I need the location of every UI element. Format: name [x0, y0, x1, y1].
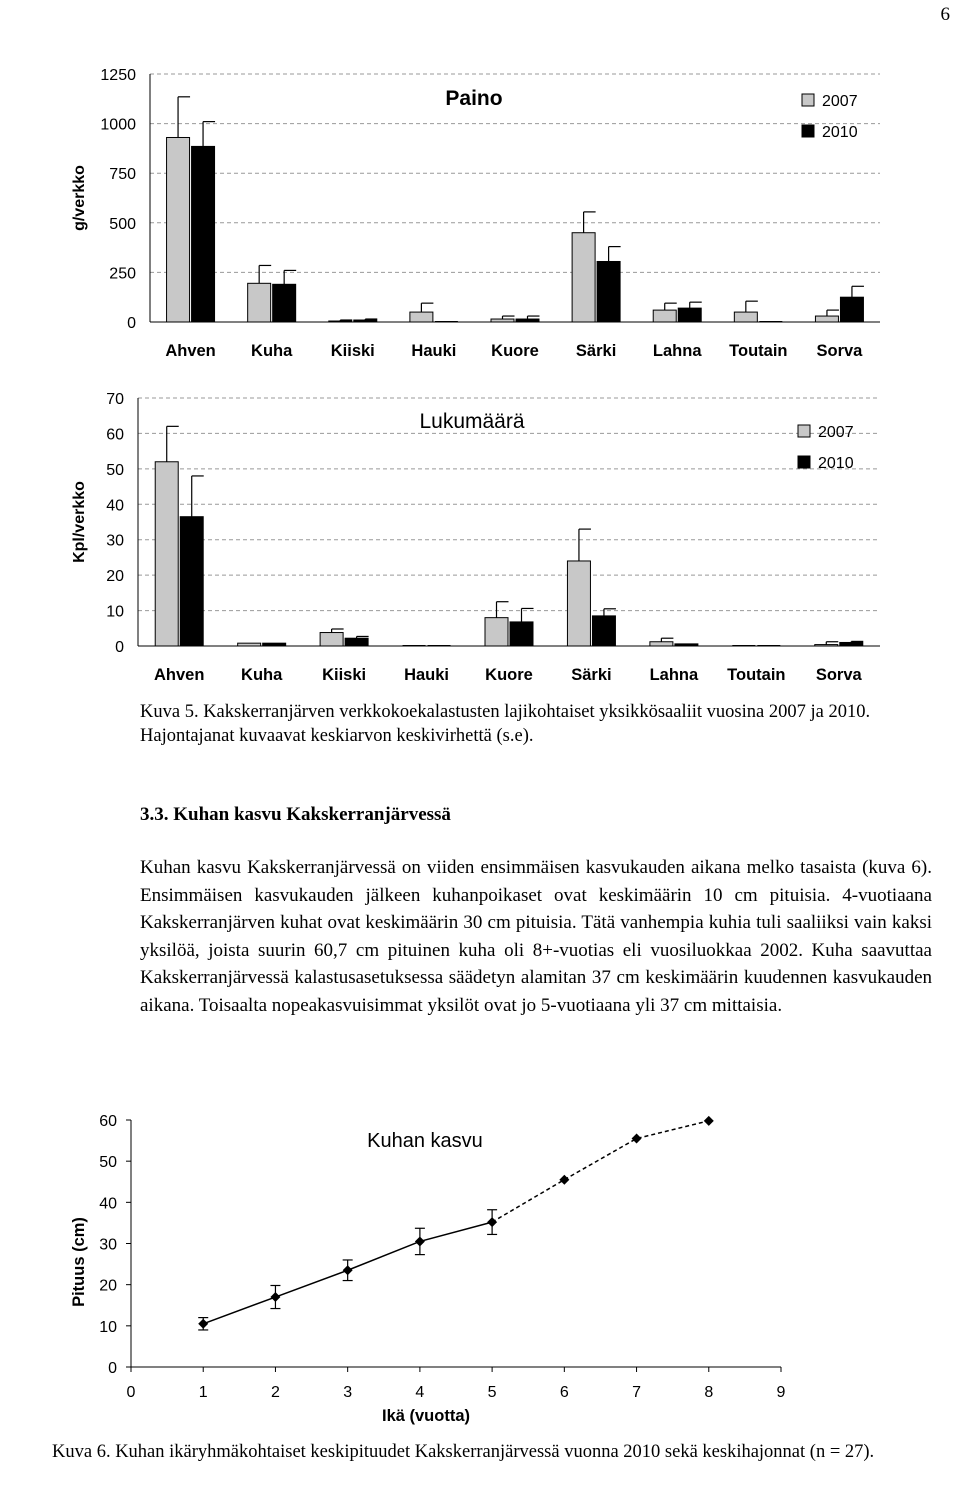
x-tick-label: 4	[415, 1384, 425, 1401]
bar	[815, 645, 838, 646]
bar	[734, 312, 757, 322]
chart-title: Paino	[445, 87, 503, 110]
bar	[410, 312, 433, 322]
bar	[491, 319, 514, 322]
y-tick-label: 10	[106, 603, 124, 621]
bar	[653, 310, 676, 322]
x-category-label: Särki	[571, 666, 612, 684]
y-tick-label: 0	[127, 315, 136, 332]
y-tick-label: 50	[106, 461, 124, 479]
x-tick-label: 6	[559, 1384, 569, 1401]
x-category-label: Toutain	[729, 342, 788, 360]
bar	[485, 618, 508, 646]
bar	[840, 642, 863, 646]
data-point	[632, 1134, 642, 1144]
chart-kuhan-kasvu	[0, 1100, 960, 1430]
x-category-label: Hauki	[411, 342, 457, 360]
data-point	[704, 1116, 714, 1126]
x-axis-label: Ikä (vuotta)	[381, 1407, 471, 1425]
legend-label: 2007	[822, 93, 858, 110]
x-category-label: Kuha	[251, 342, 293, 360]
bar	[510, 622, 533, 646]
y-tick-label: 500	[109, 215, 136, 233]
x-tick-label: 2	[270, 1384, 280, 1401]
y-tick-label: 40	[99, 1195, 117, 1213]
legend-swatch	[802, 125, 814, 137]
x-category-label: Kiiski	[322, 666, 367, 684]
y-tick-label: 20	[99, 1277, 117, 1295]
data-point	[343, 1265, 353, 1275]
legend-label: 2010	[822, 124, 858, 141]
section-paragraph: Kuhan kasvu Kakskerranjärvessä on viiden ensimmäisen kasvukauden aikana melko tasaista (kuva 6). Ensimmäisen kasvukauden jälkeen kuhanpoikaset ovat keskimäärin 10 cm pituisia. 4-vuotiaana Kakskerranjärven kuhat ovat keskimäärin 30 cm pituisia. Tätä vanhempia kuhia tuli saaliiksi vain kaksi yksilöä, joista suurin 60,7 cm pituinen kuha oli 8+-vuotias eli vuosiluokkaa 2002. Kuha saavuttaa Kakskerranjärvessä kalastusasetuksessa säädetyn alamitan 37 cm keskimäärin kuudennen kasvukauden aikana. Toisaalta nopeakasvuisimmat yksilöt ovat jo 5-vuotiaana yli 37 cm mittaisia.	[140, 857, 932, 1016]
section-heading: 3.3. Kuhan kasvu Kakskerranjärvessä	[140, 804, 451, 825]
legend-label: 2007	[818, 424, 854, 441]
legend-swatch	[798, 456, 810, 468]
y-tick-label: 0	[115, 639, 124, 656]
page-number: 6	[940, 4, 950, 25]
series-line-dashed	[492, 1121, 709, 1222]
y-tick-label: 20	[106, 568, 124, 586]
x-category-label: Sorva	[815, 666, 862, 684]
bar	[572, 233, 595, 322]
chart-lukumaara	[0, 380, 960, 690]
bar	[678, 308, 701, 322]
y-tick-label: 0	[108, 1360, 117, 1377]
bar	[273, 284, 296, 322]
x-category-label: Kuore	[491, 342, 539, 360]
y-tick-label: 30	[106, 532, 124, 550]
y-tick-label: 30	[99, 1236, 117, 1254]
x-category-label: Hauki	[404, 666, 450, 684]
x-category-label: Särki	[575, 342, 617, 360]
chart-paino	[0, 55, 960, 375]
y-tick-label: 750	[109, 166, 136, 184]
x-category-label: Kuore	[485, 666, 533, 684]
x-category-label: Ahven	[165, 342, 216, 360]
bar	[567, 561, 590, 646]
chart-title: Kuhan kasvu	[367, 1130, 483, 1152]
bar	[354, 320, 377, 322]
y-axis-label: Kpl/verkko	[71, 481, 88, 563]
y-tick-label: 50	[99, 1154, 117, 1172]
x-category-label: Kiiski	[330, 342, 375, 360]
y-tick-label: 40	[106, 497, 124, 515]
bar	[675, 644, 698, 646]
x-category-label: Kuha	[241, 666, 283, 684]
x-category-label: Toutain	[727, 666, 786, 684]
chart-title: Lukumäärä	[419, 410, 525, 433]
x-category-label: Ahven	[154, 666, 205, 684]
x-category-label: Lahna	[649, 666, 699, 684]
x-tick-label: 9	[776, 1384, 786, 1401]
data-point	[487, 1217, 497, 1227]
bar	[815, 316, 838, 322]
bar	[320, 633, 343, 646]
y-tick-label: 10	[99, 1318, 117, 1336]
bar	[238, 643, 261, 646]
x-tick-label: 8	[704, 1384, 714, 1401]
x-tick-label: 1	[198, 1384, 208, 1401]
bar	[248, 283, 271, 322]
bar	[650, 642, 673, 646]
x-category-label: Lahna	[652, 342, 702, 360]
bar	[263, 643, 286, 646]
y-tick-label: 1250	[100, 67, 136, 84]
x-tick-label: 7	[632, 1384, 642, 1401]
y-axis-label: Pituus (cm)	[70, 1217, 88, 1307]
bar	[155, 462, 178, 646]
data-point	[270, 1292, 280, 1302]
data-point	[415, 1236, 425, 1246]
bar	[167, 137, 190, 322]
data-point	[559, 1175, 569, 1185]
y-tick-label: 60	[99, 1113, 117, 1130]
figure6-caption: Kuva 6. Kuhan ikäryhmäkohtaiset keskipituudet Kakskerranjärvessä vuonna 2010 sekä keskihajonnat (n = 27).	[52, 1442, 875, 1462]
legend-swatch	[802, 94, 814, 106]
x-tick-label: 5	[487, 1384, 497, 1401]
y-tick-label: 250	[109, 265, 136, 283]
bar	[597, 261, 620, 322]
bar	[180, 517, 203, 646]
legend-label: 2010	[818, 455, 854, 472]
bar	[516, 319, 539, 322]
x-tick-label: 0	[126, 1384, 136, 1401]
legend-swatch	[798, 425, 810, 437]
figure5-caption: Kuva 5. Kakskerranjärven verkkokoekalastusten lajikohtaiset yksikkösaaliit vuosina 2007 ja 2010. Hajontajanat kuvaavat keskiarvon keskivirhettä (s.e).	[140, 702, 871, 746]
data-point	[198, 1319, 208, 1329]
x-tick-label: 3	[343, 1384, 353, 1401]
y-axis-label: g/verkko	[71, 165, 88, 231]
bar	[345, 638, 368, 646]
x-category-label: Sorva	[816, 342, 863, 360]
y-tick-label: 70	[106, 391, 124, 408]
bar	[329, 321, 352, 322]
bar	[192, 146, 215, 322]
bar	[592, 616, 615, 646]
y-tick-label: 60	[106, 426, 124, 444]
y-tick-label: 1000	[100, 116, 136, 134]
bar	[840, 297, 863, 322]
